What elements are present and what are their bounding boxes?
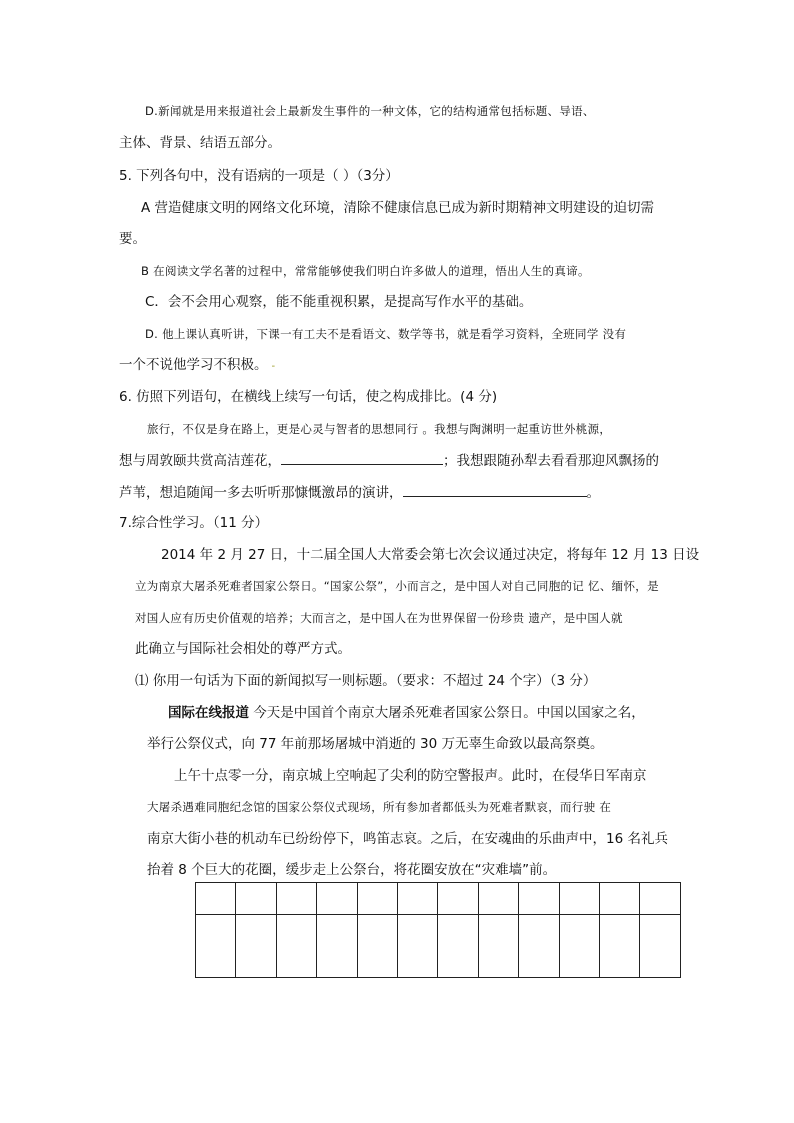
answer-cell[interactable] [478,883,518,915]
q5-option-a-line-1: A 营造健康文明的网络文化环境，清除不健康信息已成为新时期精神文明建设的迫切需 [141,200,655,216]
answer-cell[interactable] [357,883,397,915]
q5-option-b: B 在阅读文学名著的过程中，常常能够使我们明白许多做人的道理，悟出人生的真谛。 [141,264,590,278]
answer-cell[interactable] [559,915,599,978]
q5-option-c: C．会不会用心观察，能不能重视积累，是提高写作水平的基础。 [145,294,533,310]
q6-line3-end: 。 [586,485,600,501]
answer-cell[interactable] [640,915,681,978]
answer-cell[interactable] [317,883,357,915]
q5-option-a-line-2: 要。 [119,231,146,247]
q7-paragraph-line-3: 对国人应有历史价值观的培养；大而言之，是中国人在为世界保留一份珍贵 遗产，是中国人就 [135,611,623,625]
answer-cell[interactable] [438,915,478,978]
q7-sub-question-1: ⑴ 你用一句话为下面的新闻拟写一则标题。（要求：不超过 24 个字）（3 分） [135,673,597,689]
answer-cell[interactable] [478,915,518,978]
answer-cell[interactable] [357,915,397,978]
answer-cell[interactable] [438,883,478,915]
q6-line2-end: ；我想跟随孙犁去看看那迎风飘扬的 [443,453,659,469]
news-line-4: 大屠杀遇难同胞纪念馆的国家公祭仪式现场，所有参加者都低头为死难者默哀，而行驶 在 [147,800,612,814]
question-6-stem: 6. 仿照下列语句，在横线上续写一句话，使之构成排比。(4 分) [119,389,498,405]
q5-option-d-line-2 [119,355,275,377]
answer-cell[interactable] [196,883,236,915]
q6-line3-start: 芦苇，想追随闻一多去听听那慷慨激昂的演讲， [119,485,403,501]
answer-cell[interactable] [276,915,316,978]
news-line-6: 抬着 8 个巨大的花圈，缓步走上公祭台，将花圈安放在“灾难墙”前。 [147,862,557,878]
q7-paragraph-line-1: 2014 年 2 月 27 日，十二届全国人大常委会第七次会议通过决定，将每年 12 月 13 日设 [161,547,700,563]
answer-cell[interactable] [236,915,276,978]
q5-option-d-text: 一个不说他学习不积极。 [119,357,268,373]
q6-example-line-1: 旅行，不仅是身在路上，更是心灵与智者的思想同行 。我想与陶渊明一起重访世外桃源， [147,422,612,436]
news-line-1 [168,703,645,723]
q6-answer-blank-1[interactable] [281,450,443,465]
news-source: 国际在线报道 [168,705,249,721]
answer-cell[interactable] [196,915,236,978]
news-line-5: 南京大街小巷的机动车已纷纷停下，鸣笛志哀。之后，在安魂曲的乐曲声中，16 名礼兵 [147,831,668,847]
answer-cell[interactable] [559,883,599,915]
answer-cell[interactable] [519,883,559,915]
answer-cell[interactable] [317,915,357,978]
q6-answer-blank-2[interactable] [403,482,587,497]
question-5-stem: 5. 下列各句中，没有语病的一项是（ ）（3分） [119,168,399,184]
answer-cell[interactable] [519,915,559,978]
answer-cell[interactable] [398,883,438,915]
answer-cell[interactable] [276,883,316,915]
q5-option-d-line-1: D. 他上课认真听讲，下课一有工夫不是看语文、数学等书，就是看学习资料，全班同学 没有 [145,327,627,341]
question-7-stem: 7.综合性学习。（11 分） [119,515,269,531]
answer-cell[interactable] [398,915,438,978]
q7-paragraph-line-2: 立为南京大屠杀死难者国家公祭日。“国家公祭”，小而言之，是中国人对自己同胞的记 忆、缅怀，是 [135,579,659,593]
q7-paragraph-line-4: 此确立与国际社会相处的尊严方式。 [135,641,351,657]
answer-cell[interactable] [640,883,681,915]
answer-cell[interactable] [236,883,276,915]
answer-grid[interactable] [195,882,681,978]
answer-cell[interactable] [600,883,640,915]
answer-cell[interactable] [600,915,640,978]
option-d-line-2: 主体、背景、结语五部分。 [119,135,281,151]
answer-grid-row [196,883,681,915]
news-line-2: 举行公祭仪式，向 77 年前那场屠城中消逝的 30 万无辜生命致以最高祭奠。 [147,736,604,752]
option-d-line-1: D.新闻就是用来报道社会上最新发生事件的一种文体，它的结构通常包括标题、导语、 [145,104,595,118]
news-line-3: 上午十点零一分，南京城上空响起了尖利的防空警报声。此时，在侵华日军南京 [174,768,647,784]
news-lead: 今天是中国首个南京大屠杀死难者国家公祭日。中国以国家之名， [249,705,645,721]
stray-mark: - [271,361,276,372]
q6-line2-start: 想与周敦颐共赏高洁莲花， [119,453,281,469]
answer-grid-row [196,915,681,978]
q6-example-line-2 [119,450,659,471]
q6-example-line-3 [119,482,600,503]
